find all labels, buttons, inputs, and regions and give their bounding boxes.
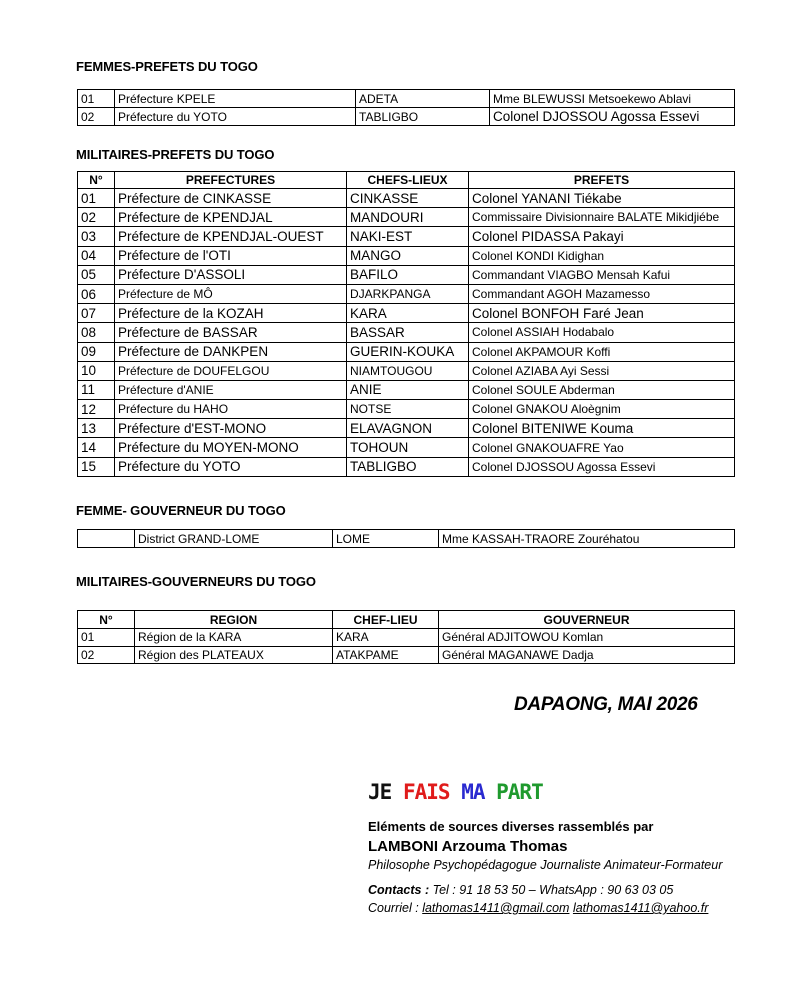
column-header: PREFECTURES [115,172,347,189]
table-header-row [78,611,735,629]
chef-lieu: MANDOURI [347,208,469,227]
prefecture-name: Préfecture de DANKPEN [115,342,347,361]
chef-lieu: NIAMTOUGOU [347,361,469,380]
slogan [368,780,543,804]
chef-lieu: TABLIGBO [356,108,490,126]
prefet-name: Colonel BITENIWE Kouma [469,419,735,438]
section-heading-femmes-prefets: FEMMES-PREFETS DU TOGO [76,59,258,74]
prefet-name: Colonel AZIABA Ayi Sessi [469,361,735,380]
row-number: 02 [78,646,135,664]
prefecture-name: Préfecture de MÔ [115,284,347,303]
region-name: Région des PLATEAUX [135,646,333,664]
chef-lieu: BASSAR [347,323,469,342]
contacts-value: Tel : 91 18 53 50 – WhatsApp : 90 63 03 05 [432,883,674,897]
chef-lieu: KARA [347,304,469,323]
chef-lieu: ATAKPAME [333,646,439,664]
row-number: 05 [78,265,115,284]
email-label: Courriel : [368,901,419,915]
chef-lieu: BAFILO [347,265,469,284]
row-number: 03 [78,227,115,246]
table-row [78,419,735,438]
chef-lieu: DJARKPANGA [347,284,469,303]
table-row [78,530,735,548]
table-header-row [78,172,735,189]
row-number: 09 [78,342,115,361]
prefecture-name: Préfecture d'ANIE [115,380,347,399]
prefet-name: Colonel ASSIAH Hodabalo [469,323,735,342]
row-number: 07 [78,304,115,323]
row-number: 01 [78,90,115,108]
district-name: District GRAND-LOME [135,530,333,548]
column-header: PREFETS [469,172,735,189]
column-header: GOUVERNEUR [439,611,735,629]
prefecture-name: Préfecture de la KOZAH [115,304,347,323]
prefet-name: Colonel AKPAMOUR Koffi [469,342,735,361]
email-link-yahoo[interactable]: lathomas1411@yahoo.fr [572,901,709,915]
table-row [78,400,735,419]
prefet-name: Colonel DJOSSOU Agossa Essevi [490,108,735,126]
row-number: 11 [78,380,115,399]
chef-lieu: NOTSE [347,400,469,419]
prefecture-name: Préfecture KPELE [115,90,356,108]
chef-lieu: GUERIN-KOUKA [347,342,469,361]
table-row [78,208,735,227]
prefecture-name: Préfecture du YOTO [115,457,347,476]
prefecture-name: Préfecture du HAHO [115,400,347,419]
row-number: 13 [78,419,115,438]
table-row [78,227,735,246]
column-header: REGION [135,611,333,629]
table-row [78,457,735,476]
contacts-line [368,883,673,897]
row-number: 06 [78,284,115,303]
row-number: 02 [78,208,115,227]
chef-lieu: ELAVAGNON [347,419,469,438]
prefecture-name: Préfecture de KPENDJAL-OUEST [115,227,347,246]
gouverneur-name: Général ADJITOWOU Komlan [439,629,735,647]
row-number: 14 [78,438,115,457]
column-header: CHEF-LIEU [333,611,439,629]
prefecture-name: Préfecture D'ASSOLI [115,265,347,284]
row-number: 08 [78,323,115,342]
table-row [78,284,735,303]
prefet-name: Mme BLEWUSSI Metsoekewo Ablavi [490,90,735,108]
column-header: CHEFS-LIEUX [347,172,469,189]
prefecture-name: Préfecture de DOUFELGOU [115,361,347,380]
prefecture-name: Préfecture d'EST-MONO [115,419,347,438]
slogan-word: PART [496,780,543,804]
chef-lieu: NAKI-EST [347,227,469,246]
table-row [78,189,735,208]
prefet-name: Colonel SOULE Abderman [469,380,735,399]
section-heading-militaires-gouverneurs: MILITAIRES-GOUVERNEURS DU TOGO [76,574,316,589]
chef-lieu: CINKASSE [347,189,469,208]
chef-lieu: MANGO [347,246,469,265]
prefecture-name: Préfecture de KPENDJAL [115,208,347,227]
prefecture-name: Préfecture du YOTO [115,108,356,126]
prefecture-name: Préfecture du MOYEN-MONO [115,438,347,457]
prefet-name: Colonel YANANI Tiékabe [469,189,735,208]
prefet-name: Commandant VIAGBO Mensah Kafui [469,265,735,284]
femme-gouverneur-table [77,529,735,548]
table-row [78,323,735,342]
table-row [78,90,735,108]
contacts-label: Contacts : [368,883,430,897]
chef-lieu: TABLIGBO [347,457,469,476]
prefet-name: Colonel DJOSSOU Agossa Essevi [469,457,735,476]
email-link-gmail[interactable]: lathomas1411@gmail.com [422,901,570,915]
row-number: 04 [78,246,115,265]
prefet-name: Colonel BONFOH Faré Jean [469,304,735,323]
table-row [78,304,735,323]
femmes-prefets-table [77,89,735,126]
table-row [78,361,735,380]
table-row [78,646,735,664]
author-roles: Philosophe Psychopédagogue Journaliste Animateur-Formateur [368,858,723,872]
militaires-prefets-table [77,171,735,477]
chef-lieu: KARA [333,629,439,647]
slogan-word: JE [368,780,392,804]
row-number: 15 [78,457,115,476]
place-date: DAPAONG, MAI 2026 [514,694,698,715]
row-number: 01 [78,189,115,208]
row-number: 01 [78,629,135,647]
table-row [78,629,735,647]
row-number: 12 [78,400,115,419]
prefecture-name: Préfecture de BASSAR [115,323,347,342]
prefet-name: Colonel GNAKOU Aloègnim [469,400,735,419]
column-header: N° [78,611,135,629]
column-header: N° [78,172,115,189]
prefet-name: Commissaire Divisionnaire BALATE Mikidjiébe [469,208,735,227]
author-name: LAMBONI Arzouma Thomas [368,838,568,855]
row-number [78,530,135,548]
gouverneur-name: Mme KASSAH-TRAORE Zouréhatou [439,530,735,548]
prefet-name: Colonel GNAKOUAFRE Yao [469,438,735,457]
prefet-name: Commandant AGOH Mazamesso [469,284,735,303]
credits-intro: Eléments de sources diverses rassemblés par [368,819,654,834]
table-row [78,342,735,361]
gouverneur-name: Général MAGANAWE Dadja [439,646,735,664]
slogan-word: MA [461,780,485,804]
table-row [78,246,735,265]
chef-lieu: TOHOUN [347,438,469,457]
region-name: Région de la KARA [135,629,333,647]
email-line [368,901,708,915]
chef-lieu: LOME [333,530,439,548]
table-row [78,438,735,457]
table-row [78,380,735,399]
table-row [78,108,735,126]
prefecture-name: Préfecture de l'OTI [115,246,347,265]
prefecture-name: Préfecture de CINKASSE [115,189,347,208]
prefet-name: Colonel KONDI Kidighan [469,246,735,265]
slogan-word: FAIS [402,780,450,804]
prefet-name: Colonel PIDASSA Pakayi [469,227,735,246]
militaires-gouverneurs-table [77,610,735,664]
table-row [78,265,735,284]
row-number: 10 [78,361,115,380]
chef-lieu: ANIE [347,380,469,399]
section-heading-militaires-prefets: MILITAIRES-PREFETS DU TOGO [76,147,275,162]
section-heading-femme-gouverneur: FEMME- GOUVERNEUR DU TOGO [76,503,286,518]
row-number: 02 [78,108,115,126]
chef-lieu: ADETA [356,90,490,108]
